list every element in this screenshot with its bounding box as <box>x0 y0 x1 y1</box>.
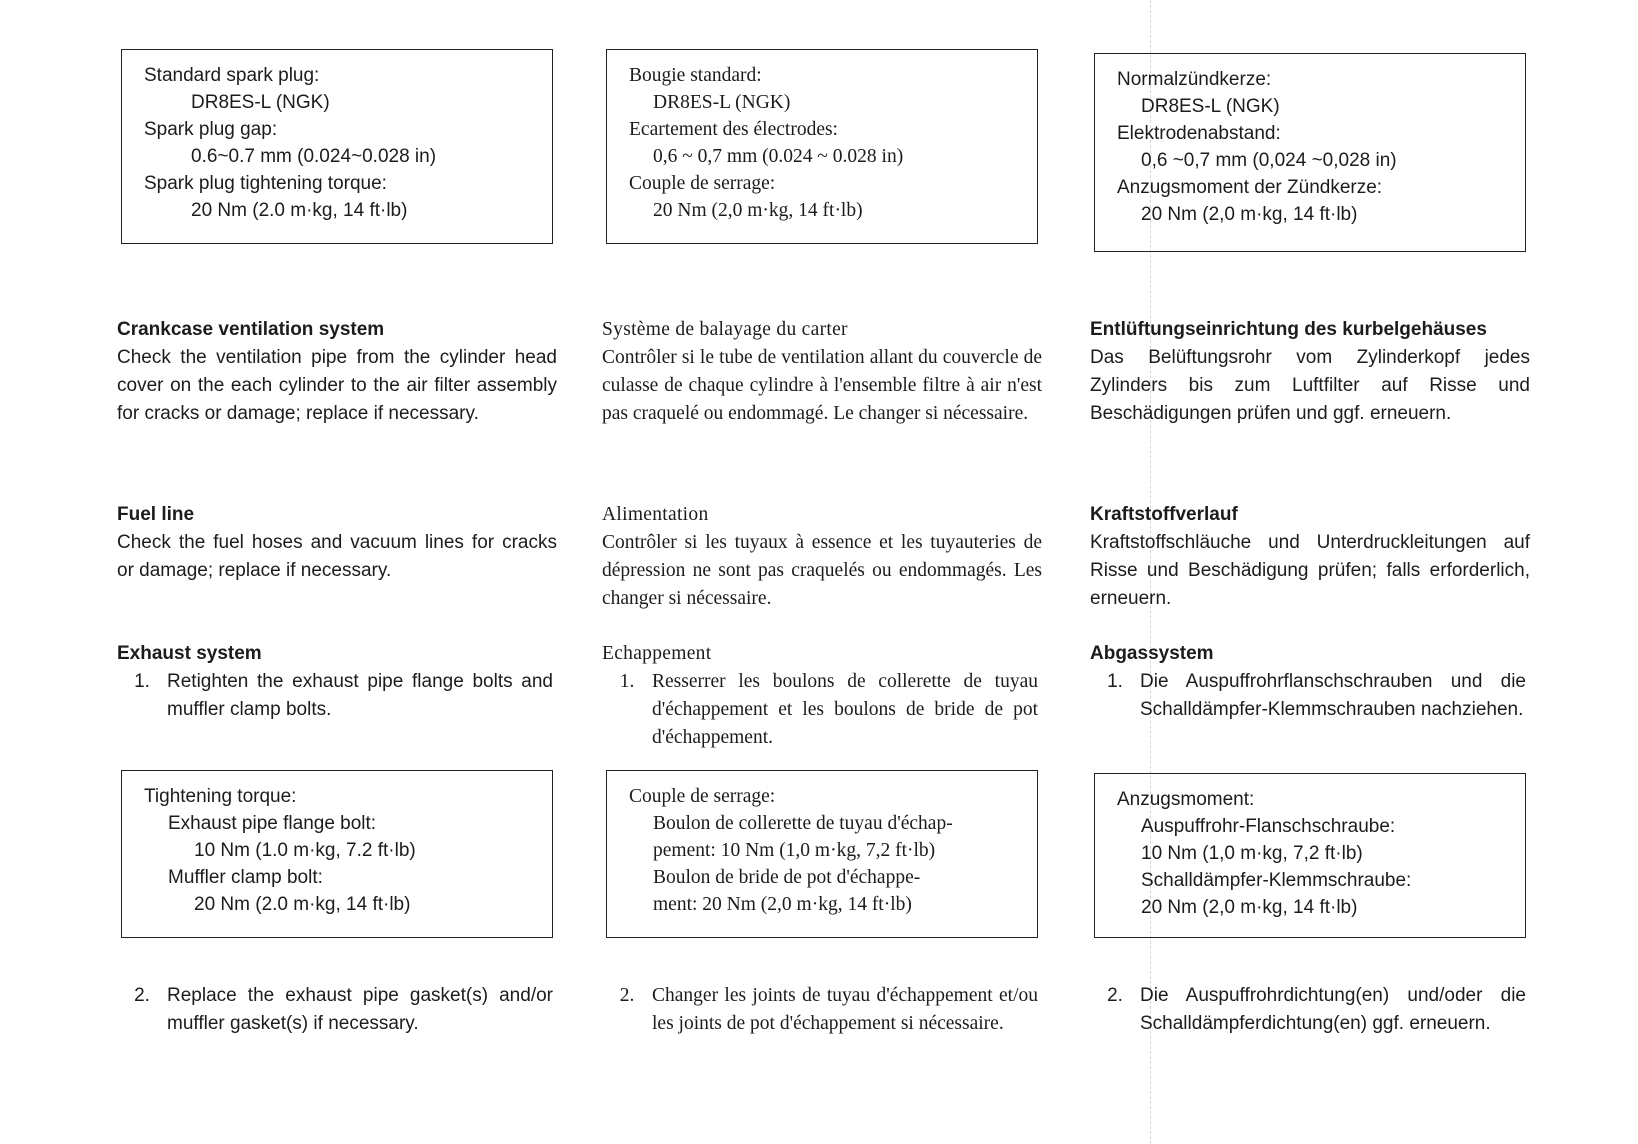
list-text: Replace the exhaust pipe gasket(s) and/or muffler gasket(s) if necessary. <box>167 985 553 1034</box>
spec-label: Boulon de collerette de tuyau d'échap- <box>653 813 953 834</box>
list-number: 2. <box>134 985 150 1006</box>
spec-value: DR8ES-L (NGK) <box>1141 96 1280 117</box>
list-text: Resserrer les boulons de collerette de tuyau d'échappement et les boulons de bride de pot d'échappement. <box>652 671 1038 748</box>
section-body: Check the fuel hoses and vacuum lines for cracks or damage; replace if necessary. <box>117 532 557 581</box>
crankcase-ventilation-section <box>602 316 1042 428</box>
tightening-torque-box <box>606 770 1038 938</box>
list-number: 2. <box>619 985 635 1006</box>
spec-label: Spark plug tightening torque: <box>144 173 387 194</box>
spec-label: Ecartement des électrodes: <box>629 119 838 140</box>
spec-value: 10 Nm (1,0 m·kg, 7,2 ft·lb) <box>1141 843 1363 864</box>
list-text: Die Auspuffrohrdichtung(en) und/oder die Schalldämpferdichtung(en) ggf. erneuern. <box>1140 985 1526 1034</box>
column-french <box>602 0 1042 1144</box>
list-item <box>1090 668 1530 724</box>
section-body: Kraftstoffschläuche und Unterdruckleitungen auf Risse und Beschädigung prüfen; falls erforderlich, erneuern. <box>1090 532 1530 609</box>
spec-value: 20 Nm (2.0 m·kg, 14 ft·lb) <box>191 200 408 221</box>
spec-value: 20 Nm (2.0 m·kg, 14 ft·lb) <box>194 894 411 915</box>
section-body: Contrôler si les tuyaux à essence et les tuyauteries de dépression ne sont pas craquelés ou endommagés. Les changer si nécessaire. <box>602 532 1042 609</box>
spec-value: 20 Nm (2,0 m·kg, 14 ft·lb) <box>1141 204 1358 225</box>
spec-label: Couple de serrage: <box>629 786 776 807</box>
spark-plug-spec-box <box>1094 53 1526 252</box>
exhaust-system-section <box>602 640 1042 752</box>
section-heading: Crankcase ventilation system <box>117 319 385 340</box>
spark-plug-spec-box <box>121 49 553 244</box>
section-heading: Exhaust system <box>117 643 262 664</box>
spec-value: 0,6 ~0,7 mm (0,024 ~0,028 in) <box>1141 150 1397 171</box>
spec-label: Auspuffrohr-Flanschschraube: <box>1141 816 1396 837</box>
spec-label: Standard spark plug: <box>144 65 320 86</box>
spec-value: ment: 20 Nm (2,0 m·kg, 14 ft·lb) <box>653 894 912 915</box>
section-body: Contrôler si le tube de ventilation allant du couvercle de culasse de chaque cylindre à l'ensemble filtre à air n'est pas craquelé ou endommagé. Le changer si nécessaire. <box>602 347 1042 424</box>
crankcase-ventilation-section <box>1090 316 1530 428</box>
list-number: 1. <box>134 671 150 692</box>
tightening-torque-box <box>1094 773 1526 938</box>
tightening-torque-box <box>121 770 553 938</box>
section-heading: Entlüftungseinrichtung des kurbelgehäuses <box>1090 319 1487 340</box>
list-number: 1. <box>1107 671 1123 692</box>
spec-value: pement: 10 Nm (1,0 m·kg, 7,2 ft·lb) <box>653 840 936 861</box>
list-number: 2. <box>1107 985 1123 1006</box>
section-heading: Echappement <box>602 643 712 664</box>
spec-label: Anzugsmoment der Zündkerze: <box>1117 177 1383 198</box>
exhaust-system-section <box>1090 640 1530 724</box>
list-item <box>602 982 1042 1038</box>
section-heading: Système de balayage du carter <box>602 319 848 340</box>
spec-value: 20 Nm (2,0 m·kg, 14 ft·lb) <box>653 200 863 221</box>
spec-label: Muffler clamp bolt: <box>168 867 323 888</box>
spec-value: 10 Nm (1.0 m·kg, 7.2 ft·lb) <box>194 840 416 861</box>
fuel-line-section <box>117 501 557 585</box>
spec-label: Bougie standard: <box>629 65 762 86</box>
spark-plug-spec-box <box>606 49 1038 244</box>
list-text: Die Auspuffrohrflanschschrauben und die Schalldämpfer-Klemmschrauben nachziehen. <box>1140 671 1526 720</box>
spec-label: Schalldämpfer-Klemmschraube: <box>1141 870 1412 891</box>
column-german <box>1090 0 1530 1144</box>
section-body: Check the ventilation pipe from the cylinder head cover on the each cylinder to the air filter assembly for cracks or damage; replace if necessary. <box>117 347 557 424</box>
spec-value: DR8ES-L (NGK) <box>653 92 791 113</box>
spec-value: DR8ES-L (NGK) <box>191 92 330 113</box>
list-text: Changer les joints de tuyau d'échappement et/ou les joints de pot d'échappement si nécessaire. <box>652 985 1038 1034</box>
spec-label: Anzugsmoment: <box>1117 789 1255 810</box>
list-item <box>117 668 557 724</box>
fuel-line-section <box>602 501 1042 613</box>
list-number: 1. <box>619 671 635 692</box>
column-english <box>117 0 557 1144</box>
spec-value: 0.6~0.7 mm (0.024~0.028 in) <box>191 146 437 167</box>
crankcase-ventilation-section <box>117 316 557 428</box>
list-item <box>602 668 1042 752</box>
list-item <box>117 982 557 1038</box>
section-heading: Abgassystem <box>1090 643 1214 664</box>
spec-label: Couple de serrage: <box>629 173 776 194</box>
spec-value: 20 Nm (2,0 m·kg, 14 ft·lb) <box>1141 897 1358 918</box>
section-heading: Alimentation <box>602 504 709 525</box>
section-body: Das Belüftungsrohr vom Zylinderkopf jedes Zylinders bis zum Luftfilter auf Risse und Beschädigungen prüfen und ggf. erneuern. <box>1090 347 1530 424</box>
fuel-line-section <box>1090 501 1530 613</box>
spec-label: Tightening torque: <box>144 786 297 807</box>
exhaust-system-section <box>117 640 557 724</box>
list-text: Retighten the exhaust pipe flange bolts and muffler clamp bolts. <box>167 671 553 720</box>
spec-label: Exhaust pipe flange bolt: <box>168 813 377 834</box>
spec-label: Elektrodenabstand: <box>1117 123 1281 144</box>
section-heading: Kraftstoffverlauf <box>1090 504 1238 525</box>
spec-label: Normalzündkerze: <box>1117 69 1272 90</box>
spec-label: Spark plug gap: <box>144 119 278 140</box>
spec-label: Boulon de bride de pot d'échappe- <box>653 867 921 888</box>
list-item <box>1090 982 1530 1038</box>
section-heading: Fuel line <box>117 504 195 525</box>
spec-value: 0,6 ~ 0,7 mm (0.024 ~ 0.028 in) <box>653 146 904 167</box>
